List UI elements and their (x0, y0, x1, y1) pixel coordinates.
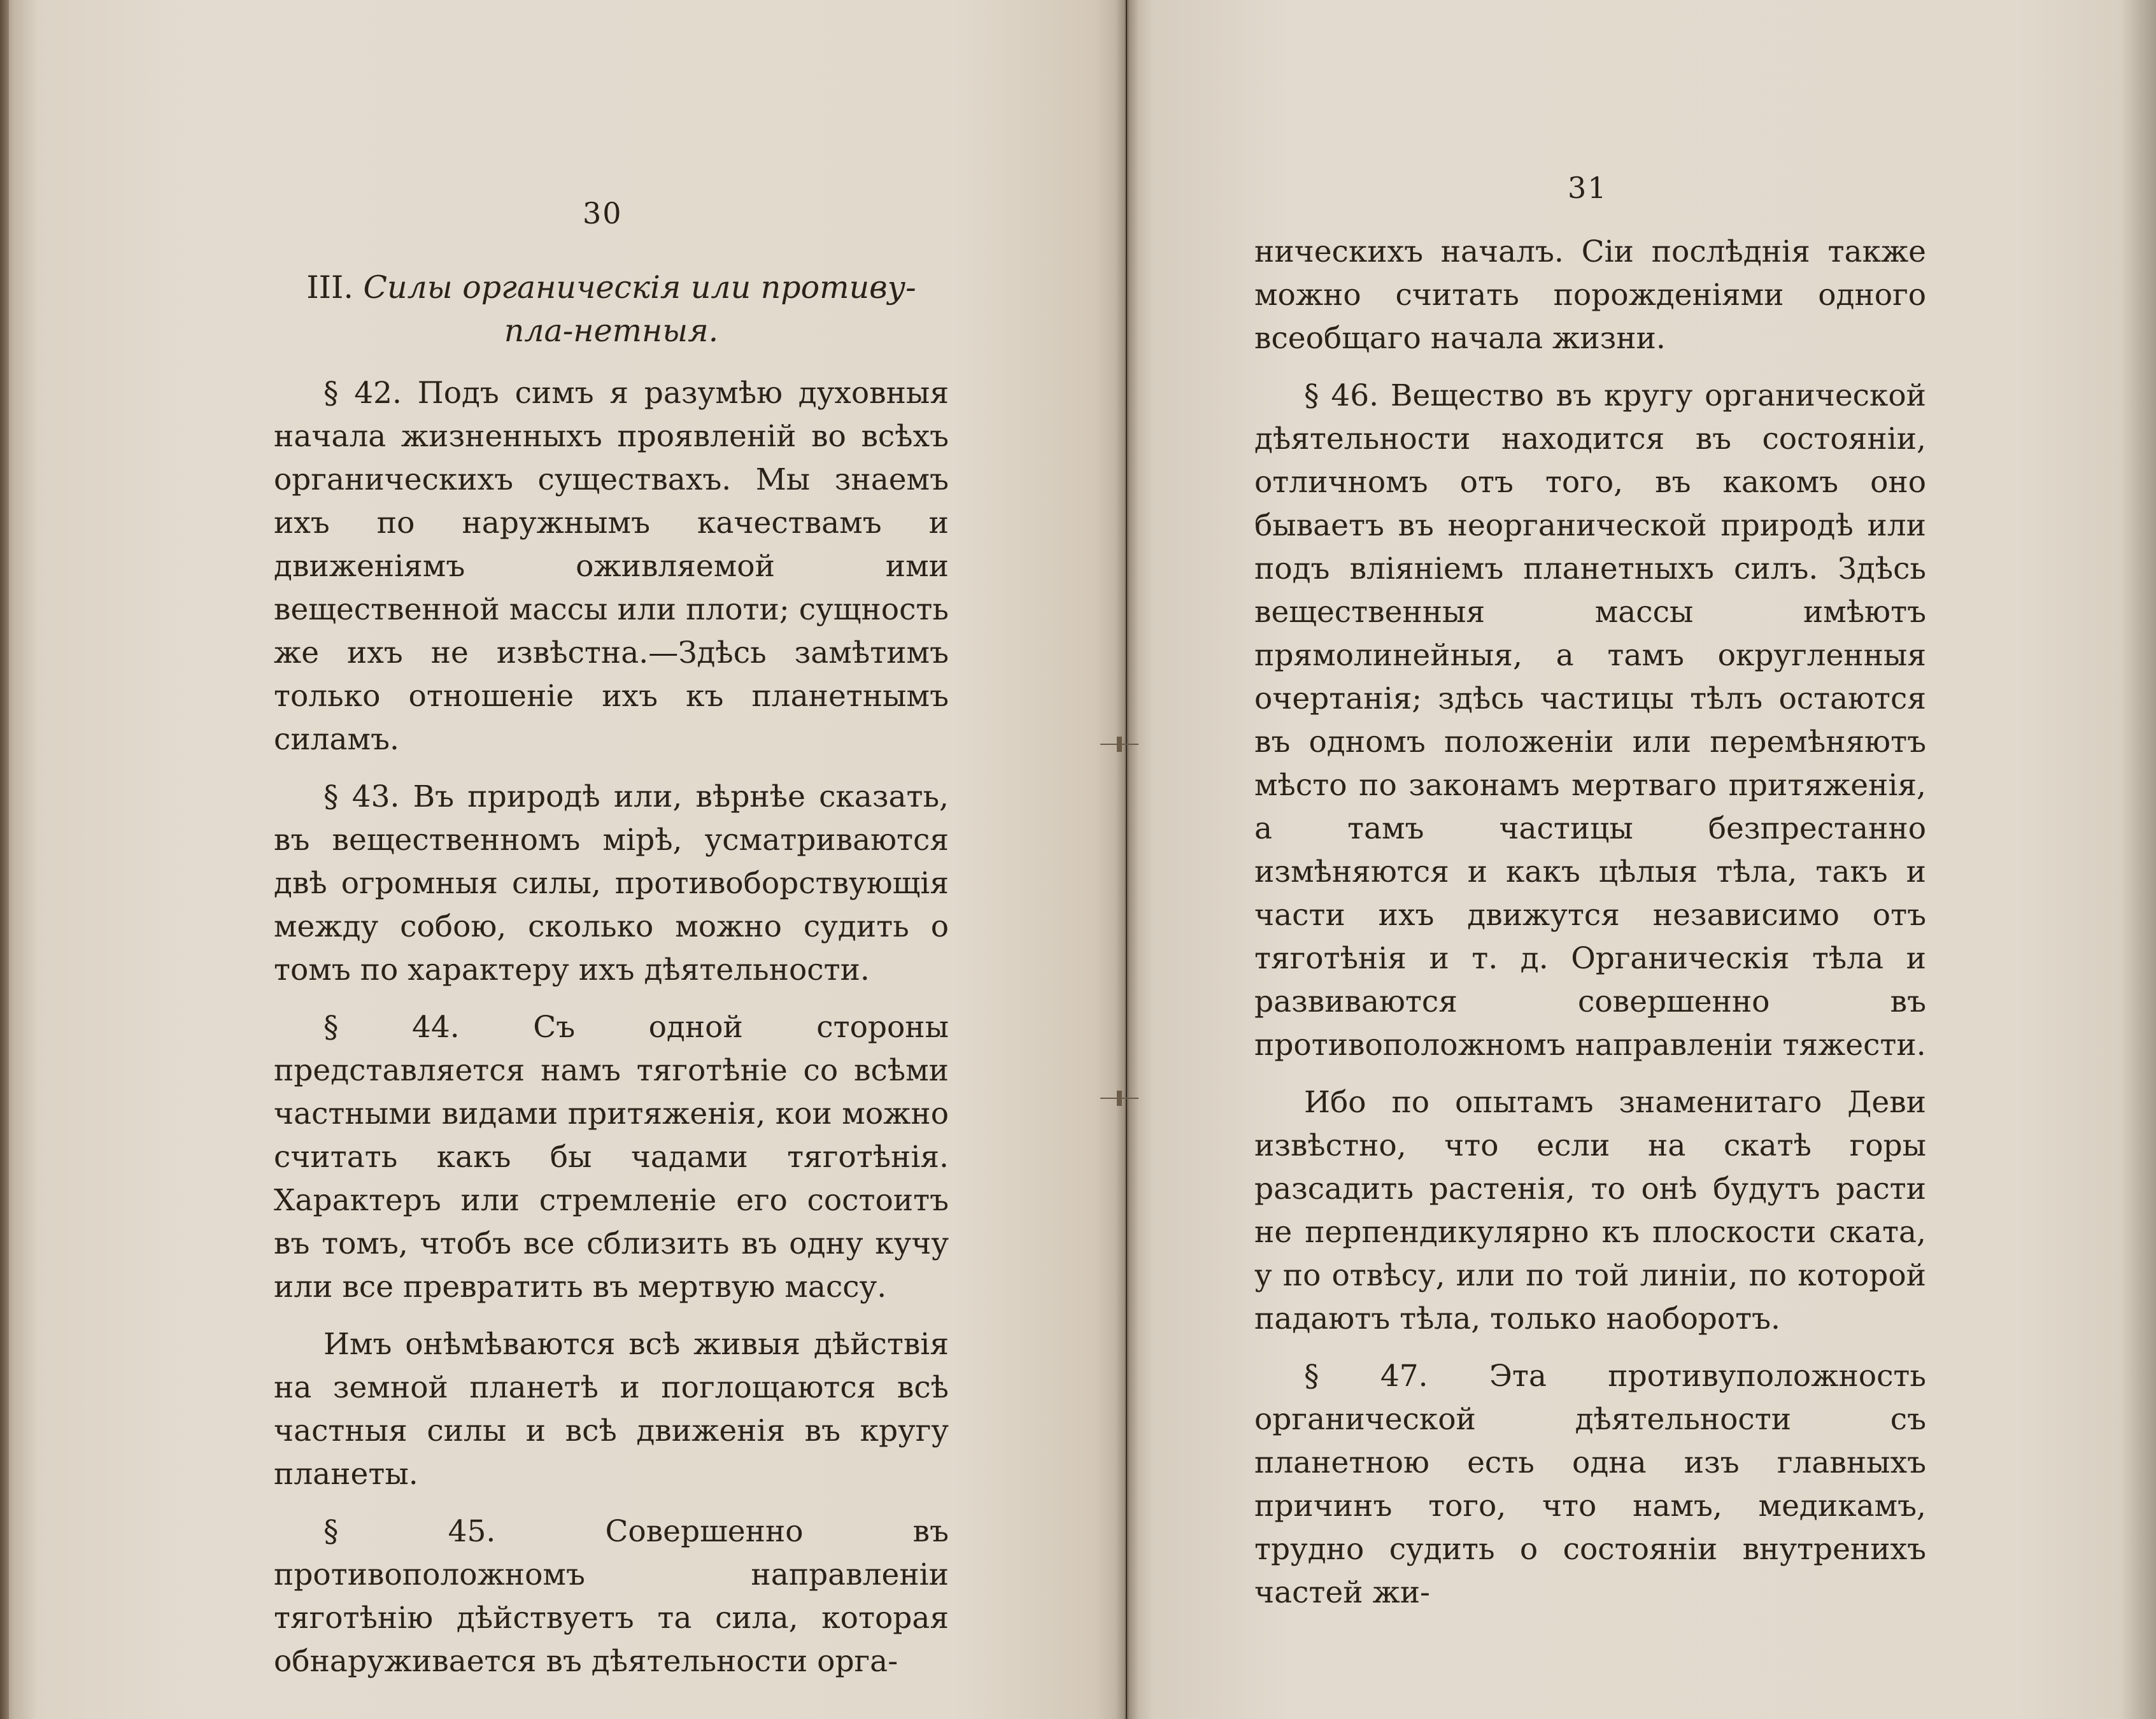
page-number-left: 30 (583, 196, 623, 230)
section-title: Силы органическія или противу-пла-нетныя. (363, 269, 916, 349)
paragraph-43: § 43. Въ природѣ или, вѣрнѣе сказать, въ вещественномъ мірѣ, усматриваются двѣ огромныя силы, противоборствующія между собою, сколько можно судить о томъ по характеру ихъ дѣятельности. (274, 779, 949, 987)
right-page (1127, 0, 2156, 1719)
left-text-block (274, 266, 949, 1697)
right-text-block (1254, 230, 1926, 1629)
paragraph-42: § 42. Подъ симъ я разумѣю духовныя начала жизненныхъ проявленій во всѣхъ органическихъ существахъ. Мы знаемъ ихъ по наружнымъ качествамъ и движеніямъ оживляемой ими вещественной массы или плоти; сущность же ихъ не извѣстна.—Здѣсь замѣтимъ только отношеніе ихъ къ планетнымъ силамъ. (274, 376, 949, 757)
binding-stitch (1117, 1091, 1122, 1106)
page-edge (0, 0, 9, 1719)
paragraph-46-continued: Ибо по опытамъ знаменитаго Деви извѣстно, что если на скатѣ горы разсадить растенія, то онѣ будутъ расти не перпендикулярно къ плоскости ската, у по отвѣсу, или по той линіи, по которой падаютъ тѣла, только наоборотъ. (1254, 1085, 1926, 1336)
paragraph-46: § 46. Вещество въ кругу органической дѣятельности находится въ состояніи, отличномъ отъ того, въ какомъ оно бываетъ въ неорганической природѣ или подъ вліяніемъ планетныхъ силъ. Здѣсь вещественныя массы имѣютъ прямолинейныя, а тамъ округленныя очертанія; здѣсь частицы тѣлъ остаются въ одномъ положеніи или перемѣняютъ мѣсто по законамъ мертваго притяженія, а тамъ частицы безпрестанно измѣняются и какъ цѣлыя тѣла, такъ и части ихъ движутся независимо отъ тяготѣнія и т. д. Органическія тѣла и развиваются совершенно въ противоположномъ направленіи тяжести. (1254, 378, 1926, 1063)
section-numeral: III. (306, 269, 353, 306)
page-number-right: 31 (1568, 171, 1608, 205)
paragraph-47: § 47. Эта противуположность органической дѣятельности съ планетною есть одна изъ главныхъ причинъ того, что намъ, медикамъ, трудно судить о состояніи внутренихъ частей жи- (1254, 1359, 1926, 1610)
book-gutter (1116, 0, 1138, 1719)
paragraph-continuation: ническихъ началъ. Сіи послѣднія также можно считать порожденіями одного всеобщаго начала жизни. (1254, 234, 1926, 356)
binding-stitch (1117, 737, 1122, 752)
paragraph-44-continued: Имъ онѣмѣваются всѣ живыя дѣйствія на земной планетѣ и поглощаются всѣ частныя силы и всѣ движенія въ кругу планеты. (274, 1327, 949, 1492)
paragraph-44: § 44. Съ одной стороны представляется намъ тяготѣніе со всѣми частными видами притяженія, кои можно считать какъ бы чадами тяготѣнія. Характеръ или стремленіе его состоитъ въ томъ, чтобъ все сблизить въ одну кучу или все превратить въ мертвую массу. (274, 1010, 949, 1305)
section-heading (274, 266, 949, 353)
paragraph-45: § 45. Совершенно въ противоположномъ направленіи тяготѣнію дѣйствуетъ та сила, которая обнаруживается въ дѣятельности орга- (274, 1514, 949, 1679)
